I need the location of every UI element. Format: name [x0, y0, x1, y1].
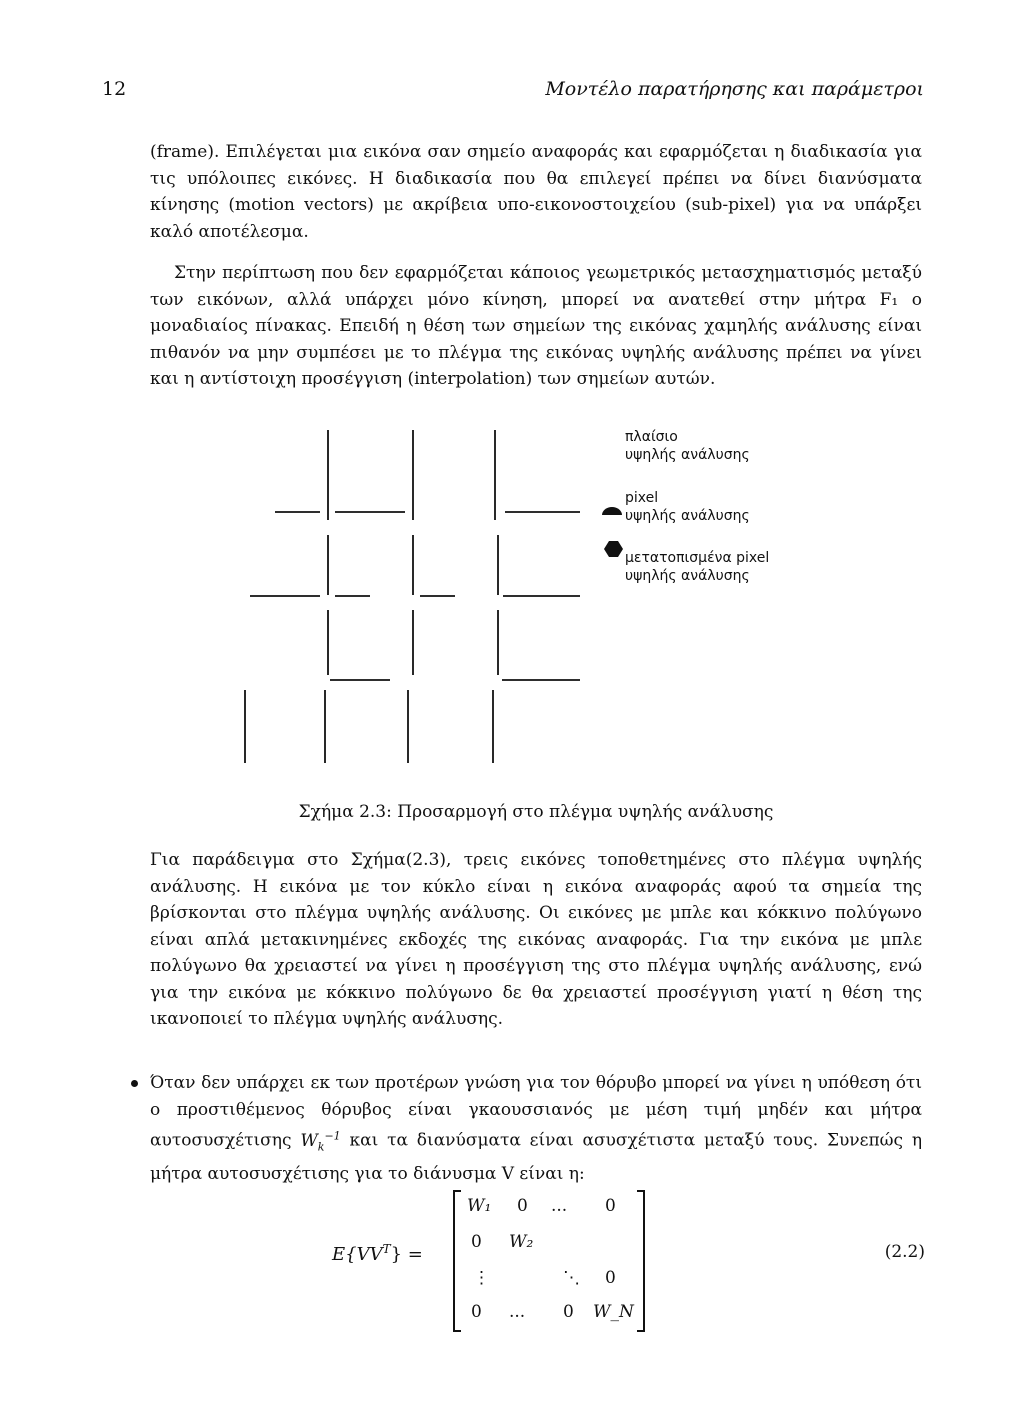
- equation-lhs: [332, 1242, 423, 1265]
- paragraph-motion: Στην περίπτωση που δεν εφαρμόζεται κάποιος γεωμετρικός μετασχηματισμός μεταξύ των εικόνων, αλλά υπάρχει μόνο κίνηση, μπορεί να ανατεθεί στην μήτρα F₁ ο μοναδιαίος πίνακας. Επειδή η θέση των σημείων της εικόνας χαμηλής ανάλυσης είναι πιθανόν να μην συμπέσει με το πλέγμα της εικόνας υψηλής ανάλυσης πρέπει να γίνει και η αντίστοιχη προσέγγιση (interpolation) των σημείων αυτών.: [150, 263, 922, 389]
- eq-lhs-sup: T: [382, 1242, 391, 1256]
- matrix-cell: 0: [605, 1268, 616, 1288]
- matrix-cell: 0: [563, 1302, 574, 1322]
- paragraph-example: Για παράδειγμα στο Σχήμα(2.3), τρεις εικόνες τοποθετημένες στο πλέγμα υψηλής ανάλυσης. Η εικόνα με τον κύκλο είναι η εικόνα αναφοράς αφού τα σημεία της βρίσκονται στο πλέγμα υψηλής ανάλυσης. Οι εικόνες με μπλε και κόκκινο πολύγωνο είναι απλά μετακινημένες εκδοχές της εικόνας αναφοράς. Για την εικόνα με μπλε πολύγωνο θα χρειαστεί να γίνει η προσέγγιση της στο πλέγμα υψηλής ανάλυσης, ενώ για την εικόνα με κόκκινο πολύγωνο δε θα χρειαστεί προσέγγιση γιατί η θέση της ικανοποιεί το πλέγμα υψηλής ανάλυσης.: [150, 850, 922, 1029]
- legend-shifted-label: [625, 549, 769, 585]
- paragraph-frame: (frame). Επιλέγεται μια εικόνα σαν σημείο αναφοράς και εφαρμόζεται η διαδικασία για τις υπόλοιπες εικόνες. Η διαδικασία που θα επιλεγεί πρέπει να δίνει διανύσματα κίνησης (motion vectors) με ακρίβεια υπο-εικονοστοιχείου (sub-pixel) για να υπάρξει καλό αποτέλεσμα.: [150, 142, 922, 242]
- matrix-cell: 0: [517, 1196, 528, 1216]
- grid-lines: [245, 430, 580, 763]
- matrix-cell: W₁: [467, 1196, 492, 1216]
- bullet-text: [150, 1070, 922, 1187]
- hexagon-shifted-pixel-icon: [604, 541, 623, 557]
- legend-shifted-line1: μετατοπισμένα pixel: [625, 550, 770, 566]
- matrix-cell: W₂: [509, 1232, 534, 1252]
- matrix-cell: 0: [471, 1302, 482, 1322]
- matrix: [453, 1190, 645, 1330]
- symbol-w: [300, 1129, 341, 1154]
- legend-frame-line1: πλαίσιο: [625, 429, 678, 445]
- figure-caption: Σχήμα 2.3: Προσαρμογή στο πλέγμα υψηλής ανάλυσης: [298, 802, 774, 822]
- matrix-cell: W_N: [593, 1302, 634, 1322]
- eq-lhs-left: E{VV: [332, 1244, 383, 1265]
- bullet-text-part2: και τα διανύσματα είναι ασυσχέτιστα μεταξύ τους. Συνεπώς η μήτρα αυτοσυσχέτισης για το διάνυσμα V είναι η:: [150, 1130, 923, 1184]
- matrix-cell: ...: [551, 1196, 568, 1216]
- legend-pixel-line2: υψηλής ανάλυσης: [625, 508, 750, 524]
- matrix-cell: ⋮: [473, 1268, 490, 1288]
- legend-frame-label: [625, 428, 750, 464]
- matrix-cell: 0: [471, 1232, 482, 1252]
- legend-frame-line2: υψηλής ανάλυσης: [625, 447, 750, 463]
- legend-pixel-line1: pixel: [625, 490, 659, 506]
- matrix-cell: 0: [605, 1196, 616, 1216]
- bullet-item: [150, 1070, 922, 1187]
- bullet-dot-icon: [131, 1080, 138, 1087]
- grid-diagram: [240, 425, 800, 780]
- page-number: 12: [102, 78, 127, 100]
- bullet-text-part1: Όταν δεν υπάρχει εκ των προτέρων γνώση για τον θόρυβο μπορεί να γίνει η υπόθεση ότι ο προστιθέμενος θόρυβος είναι γκαουσσιανός με μέση τιμή μηδέν και μήτρα αυτοσυσχέτισης: [150, 1073, 922, 1151]
- half-circle-pixel-icon: [602, 507, 622, 515]
- running-header-title: Μοντέλο παρατήρησης και παράμετροι: [545, 78, 924, 100]
- equation-2-2: [320, 1190, 925, 1335]
- matrix-cell: ...: [509, 1302, 526, 1322]
- matrix-left-bracket: [453, 1190, 461, 1332]
- figure-high-resolution-grid: [240, 425, 800, 780]
- symbol-w-base: W: [300, 1130, 318, 1151]
- equation-number: (2.2): [884, 1242, 925, 1262]
- legend-pixel-label: [625, 489, 750, 525]
- matrix-cell: ⋱: [563, 1268, 580, 1288]
- eq-lhs-right: } =: [390, 1244, 423, 1265]
- symbol-w-sub: k: [317, 1140, 325, 1154]
- legend-shifted-line2: υψηλής ανάλυσης: [625, 568, 750, 584]
- symbol-w-sup: −1: [324, 1129, 341, 1142]
- matrix-right-bracket: [637, 1190, 645, 1332]
